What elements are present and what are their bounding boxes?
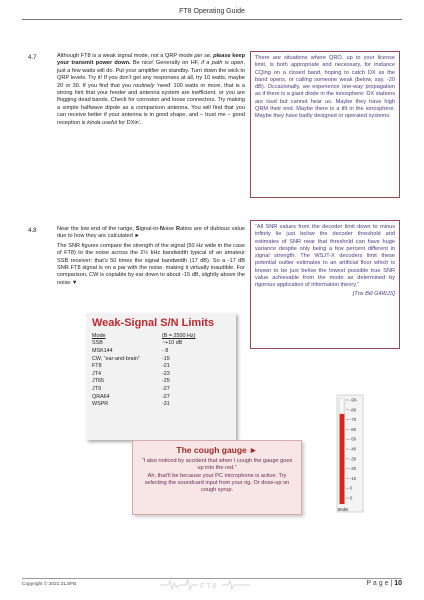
- snr-table-row: [92, 400, 230, 408]
- snr-quote-text: “All SNR values from the decoder limit down to minus infinity lie just below the decoder threshold and estimates of SNR near that threshold can have huge variance despite only being a few percent different in signal strength. The WSJT-X decoders limit these potential outlier estimates to an artificial floor which is known to be just below the lowest possible true SNR value achievable from the mode as determined by rigorous application of information theory.”: [255, 224, 395, 289]
- footer-page-number: 10: [394, 580, 402, 587]
- meter-fill: [340, 414, 345, 504]
- footer-copyright: Copyright © 2021 ZL2iFB: [22, 582, 77, 587]
- meter-tick-label: 0: [350, 495, 353, 501]
- page-header-title: FT8 Operating Guide: [179, 8, 245, 15]
- snr-table-header: [92, 332, 230, 340]
- meter-unit: 90dB: [337, 507, 349, 512]
- snr-table-row: [92, 340, 230, 348]
- footer-page-label: P a g e: [366, 580, 389, 587]
- snr-table-row: [92, 378, 230, 386]
- cough-gauge-quote: “I also noticed by accident that when I cough the gauge goes up into the red.”: [141, 458, 293, 472]
- header-rule: [22, 19, 402, 20]
- snr-row-mode: CW, “ear-and-brain”: [92, 355, 140, 362]
- meter-tick-label: -60: [350, 426, 357, 432]
- level-meter: [336, 394, 366, 514]
- meter-tick-label: -90-: [350, 397, 358, 403]
- meter-tick-label: -20: [350, 466, 357, 472]
- snr-row-mode: MSK144: [92, 347, 113, 354]
- snr-table-row: [92, 385, 230, 393]
- snr-table-row: [92, 355, 230, 363]
- snr-row-value: - 8: [162, 347, 169, 354]
- meter-tick-label: 0: [350, 485, 353, 491]
- meter-tick-label: -30: [350, 456, 357, 462]
- snr-row-value: -31: [162, 401, 170, 408]
- cough-gauge-reply: Ah, that’ll be because your PC microphone is active. Try selecting the soundcard input from your rig. Or dose-up on cough syrup.: [144, 472, 290, 494]
- section-4-8-body: The SNR figures compare the strength of the signal (50 Hz wide in the case of FT8) to the noise across the 2½ kHz bandwidth typical of an amateur SSB receiver: that’s 50 times the signal bandwidth (17 dB). So a -17 dB SNR FT8 signal is on a par with the noise, making it virtually inaudible. For comparison, CW is copiable by ear down to about -15 dB, slightly above the noise ▼: [57, 242, 245, 286]
- snr-row-value: -27: [162, 393, 170, 400]
- snr-table-row: [92, 362, 230, 370]
- snr-row-mode: JT9: [92, 385, 101, 392]
- meter-tick-label: -50: [350, 436, 357, 442]
- section-4-7-text: Although FT8 is a weak signal mode, not a QRP mode per se, please keep your transmit power down. Be nice! Generally on HF, if a path is open, just a few watts will do. Put your amplifier on standby. Turn down the wick to QRP levels. Try it! If you don’t get any responses at all, try 10 watts, maybe 20 or 30. If you find that you routinely ‘need’ 100 watts or more, that is a strong hint that your feeder and antenna system are inefficient, or you are flogging dead bands. Check for corrosion and loose connectors. Try making a simple halfwave dipole as a comparison antenna. You will find that you can receive better if your antenna is in good shape, and – trust me – good reception is kinda useful for DXin’.: [57, 53, 246, 126]
- footer-page: P a g e | 10: [366, 580, 402, 587]
- snr-row-mode: JT4: [92, 370, 101, 377]
- svg-text:F T 8: F T 8: [200, 583, 217, 590]
- meter-tick-label: -80: [350, 407, 357, 413]
- section-4-8-intro: Near the low end of the range, Signal-to-Noise Ratios are of dubious value due to how they are calculated ►: [57, 226, 245, 240]
- snr-table-row: [92, 370, 230, 378]
- col-value-header: (B = 2500 Hz): [162, 332, 196, 339]
- snr-row-mode: SSB: [92, 340, 103, 347]
- snr-table-row: [92, 393, 230, 401]
- snr-row-value: -15: [162, 355, 170, 362]
- snr-row-mode: QRA64: [92, 393, 110, 400]
- qro-callout: There are situations where QRO, up to your license limit, is both appropriate and necessary, for instance CQing on a closed band, hoping to catch DX as the band opens, or calling someone weak (below, say, -20 dB). Occasionally, we experience one-way propagation as if there is a giant diode in the ionosphere: DX stations are loud but cannot hear us. Maybe they have high QRM their end. Maybe there is a tilt in the ionosphere. Maybe they have badly designed or operated systems.: [250, 51, 400, 198]
- snr-row-value: -25: [162, 378, 170, 385]
- snr-row-mode: JT65: [92, 378, 104, 385]
- snr-row-value: -27: [162, 385, 170, 392]
- meter-tick-label: -10: [350, 475, 357, 481]
- cough-gauge-title: The cough gauge ►: [176, 445, 258, 455]
- section-number-4-7: 4.7: [28, 54, 37, 61]
- snr-limits-card: [86, 313, 236, 440]
- section-number-4-8: 4.8: [28, 227, 37, 234]
- section-4-8-text: [57, 226, 245, 289]
- snr-quote-signature: [Tnx Bill G4WJS]: [352, 290, 395, 297]
- footer-waveform-logo: [160, 578, 250, 592]
- col-mode-header: Mode: [92, 332, 106, 339]
- meter-tick-label: -40: [350, 446, 357, 452]
- snr-row-mode: WSPR: [92, 401, 109, 408]
- cough-gauge-box: [132, 440, 302, 515]
- snr-table-row: [92, 347, 230, 355]
- snr-row-value: -23: [162, 370, 170, 377]
- snr-row-value: ~+10 dB: [162, 340, 183, 347]
- meter-tick-label: -70: [350, 417, 357, 423]
- snr-table-body: [92, 340, 230, 408]
- snr-limits-table: [92, 332, 230, 408]
- snr-limits-title: Weak-Signal S/N Limits: [92, 317, 215, 329]
- snr-row-mode: FT8: [92, 363, 102, 370]
- snr-row-value: -21: [162, 363, 170, 370]
- snr-quote-callout: [250, 220, 400, 349]
